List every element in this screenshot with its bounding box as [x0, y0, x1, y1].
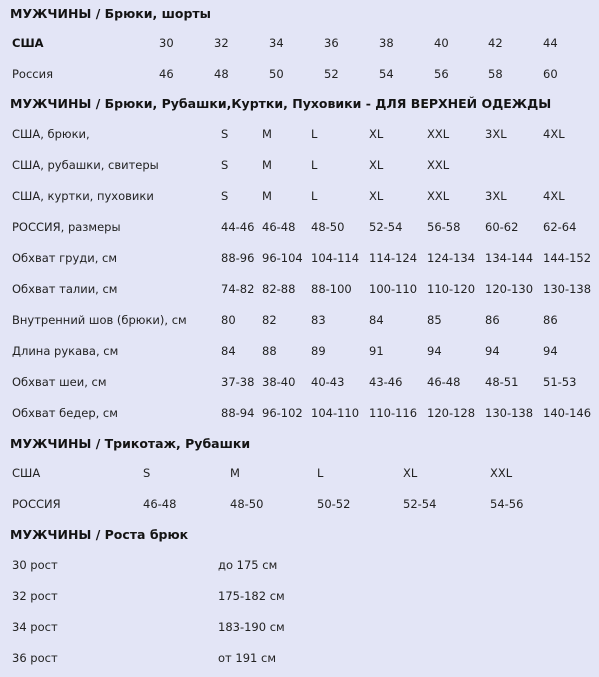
row-label: Длина рукава, см	[12, 344, 119, 358]
size-cell: 46-48	[427, 375, 461, 389]
size-cell: 140-146	[543, 406, 592, 420]
size-cell: 88-96	[221, 251, 255, 265]
row-label: 34 рост	[12, 620, 58, 634]
size-cell: 110-120	[427, 282, 476, 296]
row-label: РОССИЯ	[12, 497, 61, 511]
size-cell: XXL	[490, 466, 513, 480]
table-row	[0, 494, 599, 514]
size-cell: 86	[543, 313, 558, 327]
size-cell: L	[317, 466, 324, 480]
size-cell: 54	[379, 67, 394, 81]
table-row	[0, 155, 599, 175]
size-cell: 96-102	[262, 406, 303, 420]
size-cell: 120-128	[427, 406, 476, 420]
row-label: Обхват бедер, см	[12, 406, 118, 420]
size-cell: 42	[488, 36, 503, 50]
size-cell: 58	[488, 67, 503, 81]
row-label: Обхват груди, см	[12, 251, 118, 265]
size-cell: 46-48	[143, 497, 177, 511]
height-cell: от 191 см	[218, 651, 276, 665]
size-cell: XXL	[427, 127, 450, 141]
size-cell: 52-54	[369, 220, 403, 234]
table-row	[0, 33, 599, 53]
size-cell: 144-152	[543, 251, 592, 265]
size-cell: 46-48	[262, 220, 296, 234]
table-row	[0, 186, 599, 206]
size-cell: 74-82	[221, 282, 255, 296]
row-label: Внутренний шов (брюки), см	[12, 313, 187, 327]
size-cell: 94	[485, 344, 500, 358]
size-cell: 3XL	[485, 189, 507, 203]
size-cell: 94	[427, 344, 442, 358]
table-row	[0, 341, 599, 361]
size-cell: 62-64	[543, 220, 577, 234]
size-cell: 110-116	[369, 406, 418, 420]
size-cell: 83	[311, 313, 326, 327]
size-cell: L	[311, 189, 318, 203]
size-cell: 46	[159, 67, 174, 81]
size-cell: XL	[369, 189, 384, 203]
size-cell: 30	[159, 36, 174, 50]
table-row	[0, 403, 599, 423]
size-cell: 3XL	[485, 127, 507, 141]
height-cell: 183-190 см	[218, 620, 285, 634]
row-label: Обхват талии, см	[12, 282, 118, 296]
size-cell: L	[311, 158, 318, 172]
table-row	[0, 617, 599, 637]
size-cell: XL	[369, 158, 384, 172]
table-row	[0, 279, 599, 299]
size-cell: 43-46	[369, 375, 403, 389]
row-label: США, брюки,	[12, 127, 90, 141]
size-cell: M	[262, 158, 272, 172]
size-cell: S	[221, 127, 229, 141]
size-cell: 91	[369, 344, 384, 358]
height-cell: 175-182 см	[218, 589, 285, 603]
size-cell: 40	[434, 36, 449, 50]
size-cell: 114-124	[369, 251, 418, 265]
size-cell: 89	[311, 344, 326, 358]
size-cell: M	[262, 189, 272, 203]
size-cell: XL	[403, 466, 418, 480]
section-title-outerwear: МУЖЧИНЫ / Брюки, Рубашки,Куртки, Пуховики - ДЛЯ ВЕРХНЕЙ ОДЕЖДЫ	[10, 96, 552, 111]
size-cell: 104-110	[311, 406, 360, 420]
size-cell: 86	[485, 313, 500, 327]
size-cell: 96-104	[262, 251, 303, 265]
size-cell: 88	[262, 344, 277, 358]
table-row	[0, 648, 599, 668]
row-label: США, куртки, пуховики	[12, 189, 154, 203]
row-label: 30 рост	[12, 558, 58, 572]
size-cell: 94	[543, 344, 558, 358]
size-cell: 100-110	[369, 282, 418, 296]
size-cell: 104-114	[311, 251, 360, 265]
table-row	[0, 64, 599, 84]
row-label: 36 рост	[12, 651, 58, 665]
size-cell: 32	[214, 36, 229, 50]
size-cell: 52	[324, 67, 339, 81]
size-cell: M	[230, 466, 240, 480]
size-cell: XXL	[427, 189, 450, 203]
size-cell: S	[221, 189, 229, 203]
size-cell: XL	[369, 127, 384, 141]
size-cell: 34	[269, 36, 284, 50]
row-label: США	[12, 36, 44, 50]
table-row	[0, 372, 599, 392]
size-cell: 85	[427, 313, 442, 327]
size-cell: M	[262, 127, 272, 141]
size-cell: 56-58	[427, 220, 461, 234]
size-cell: 120-130	[485, 282, 534, 296]
size-cell: 82	[262, 313, 277, 327]
table-row	[0, 310, 599, 330]
section-title-pants-shorts: МУЖЧИНЫ / Брюки, шорты	[10, 6, 211, 21]
size-cell: 56	[434, 67, 449, 81]
row-label: РОССИЯ, размеры	[12, 220, 121, 234]
size-cell: 48	[214, 67, 229, 81]
size-cell: 124-134	[427, 251, 476, 265]
size-cell: 60-62	[485, 220, 519, 234]
size-cell: 88-94	[221, 406, 255, 420]
row-label: США	[12, 466, 41, 480]
size-cell: 88-100	[311, 282, 352, 296]
size-cell: 4XL	[543, 127, 565, 141]
size-cell: 134-144	[485, 251, 534, 265]
size-cell: 36	[324, 36, 339, 50]
size-cell: 44-46	[221, 220, 255, 234]
size-cell: 54-56	[490, 497, 524, 511]
size-cell: 130-138	[543, 282, 592, 296]
size-cell: S	[143, 466, 151, 480]
row-label: США, рубашки, свитеры	[12, 158, 159, 172]
table-row	[0, 463, 599, 483]
size-cell: 51-53	[543, 375, 577, 389]
table-row	[0, 217, 599, 237]
size-cell: 38-40	[262, 375, 296, 389]
size-cell: 37-38	[221, 375, 255, 389]
size-cell: S	[221, 158, 229, 172]
size-cell: 84	[369, 313, 384, 327]
size-cell: 48-51	[485, 375, 519, 389]
section-title-knitwear: МУЖЧИНЫ / Трикотаж, Рубашки	[10, 436, 251, 451]
size-cell: 44	[543, 36, 558, 50]
table-row	[0, 124, 599, 144]
size-cell: 4XL	[543, 189, 565, 203]
section-title-pant-lengths: МУЖЧИНЫ / Роста брюк	[10, 527, 189, 542]
row-label: Россия	[12, 67, 54, 81]
table-row	[0, 586, 599, 606]
row-label: Обхват шеи, см	[12, 375, 107, 389]
size-cell: 130-138	[485, 406, 534, 420]
size-cell: 60	[543, 67, 558, 81]
size-cell: 80	[221, 313, 236, 327]
row-label: 32 рост	[12, 589, 58, 603]
size-cell: 82-88	[262, 282, 296, 296]
table-row	[0, 248, 599, 268]
size-cell: XXL	[427, 158, 450, 172]
size-cell: 50-52	[317, 497, 351, 511]
size-cell: 48-50	[230, 497, 264, 511]
size-cell: 52-54	[403, 497, 437, 511]
table-row	[0, 555, 599, 575]
size-cell: 84	[221, 344, 236, 358]
size-cell: 48-50	[311, 220, 345, 234]
height-cell: до 175 см	[218, 558, 278, 572]
size-cell: 38	[379, 36, 394, 50]
size-cell: 50	[269, 67, 284, 81]
size-cell: 40-43	[311, 375, 345, 389]
size-cell: L	[311, 127, 318, 141]
